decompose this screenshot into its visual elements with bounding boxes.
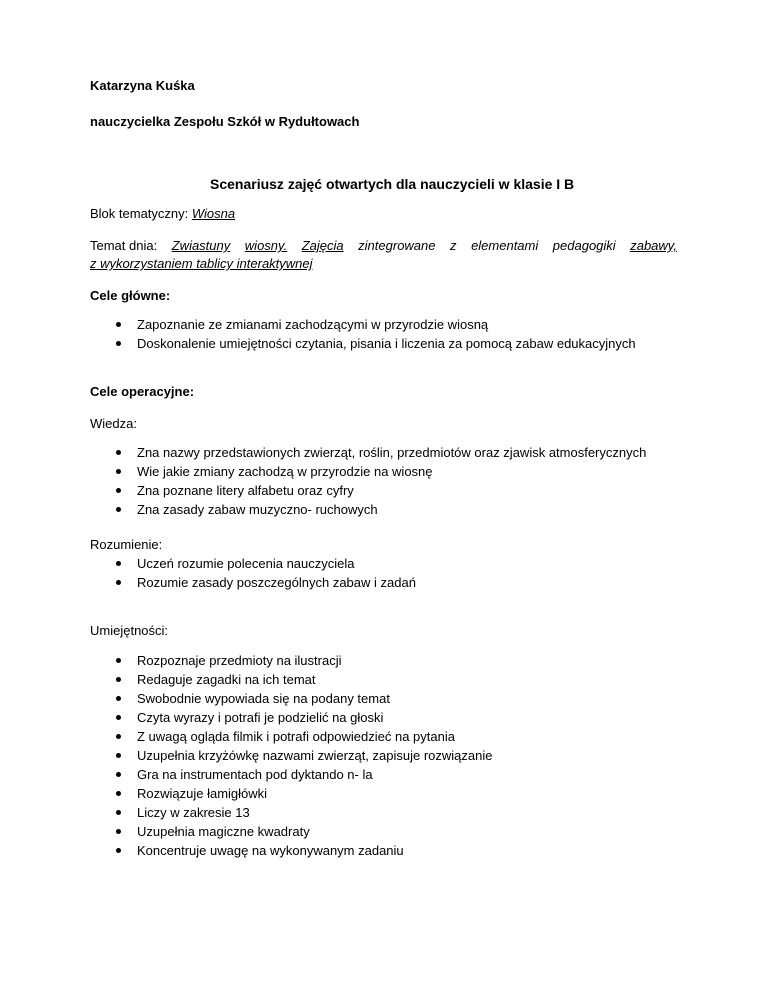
- topic-continuation: z wykorzystaniem tablicy interaktywnej: [90, 256, 313, 271]
- author-position: nauczycielka Zespołu Szkół w Rydułtowach: [90, 114, 360, 129]
- list-item: Redaguje zagadki na ich temat: [90, 670, 492, 689]
- block-line: [90, 206, 235, 222]
- list-item: Zapoznanie ze zmianami zachodzącymi w przyrodzie wiosną: [90, 315, 636, 334]
- bullet-icon: [116, 829, 121, 834]
- topic-word: wiosny.: [244, 238, 288, 253]
- main-goals-list: [90, 315, 636, 353]
- bullet-icon: [116, 488, 121, 493]
- topic-line-2: [90, 256, 313, 272]
- list-item: Uzupełnia magiczne kwadraty: [90, 822, 492, 841]
- bullet-icon: [116, 810, 121, 815]
- list-item: Rozumie zasady poszczególnych zabaw i zadań: [90, 573, 416, 592]
- topic-word: elementami: [471, 238, 539, 253]
- bullet-icon: [116, 753, 121, 758]
- bullet-icon: [116, 772, 121, 777]
- block-value: Wiosna: [191, 206, 236, 221]
- topic-line-1: [90, 238, 677, 254]
- bullet-icon: [116, 791, 121, 796]
- list-item: Koncentruje uwagę na wykonywanym zadaniu: [90, 841, 492, 860]
- document-title: Scenariusz zajęć otwartych dla nauczycieli w klasie I B: [210, 176, 575, 192]
- operational-goals-heading: Cele operacyjne:: [90, 384, 195, 399]
- list-item: Swobodnie wypowiada się na podany temat: [90, 689, 492, 708]
- skills-heading: Umiejętności:: [90, 623, 169, 638]
- understanding-list: [90, 554, 416, 592]
- list-item: Czyta wyrazy i potrafi je podzielić na głoski: [90, 708, 492, 727]
- author-name: Katarzyna Kuśka: [90, 78, 195, 93]
- list-item: Gra na instrumentach pod dyktando n- la: [90, 765, 492, 784]
- list-item: Doskonalenie umiejętności czytania, pisania i liczenia za pomocą zabaw edukacyjnych: [90, 334, 636, 353]
- list-item: Liczy w zakresie 13: [90, 803, 492, 822]
- bullet-icon: [116, 450, 121, 455]
- list-item: Uczeń rozumie polecenia nauczyciela: [90, 554, 416, 573]
- bullet-icon: [116, 715, 121, 720]
- bullet-icon: [116, 341, 121, 346]
- bullet-icon: [116, 561, 121, 566]
- list-item: Zna zasady zabaw muzyczno- ruchowych: [90, 500, 646, 519]
- bullet-icon: [116, 848, 121, 853]
- bullet-icon: [116, 507, 121, 512]
- list-item: Rozpoznaje przedmioty na ilustracji: [90, 651, 492, 670]
- bullet-icon: [116, 322, 121, 327]
- bullet-icon: [116, 677, 121, 682]
- list-item: Uzupełnia krzyżówkę nazwami zwierząt, zapisuje rozwiązanie: [90, 746, 492, 765]
- list-item: Rozwiązuje łamigłówki: [90, 784, 492, 803]
- block-label: Blok tematyczny:: [90, 206, 192, 221]
- bullet-icon: [116, 658, 121, 663]
- bullet-icon: [116, 469, 121, 474]
- skills-list: [90, 651, 492, 860]
- list-item: Wie jakie zmiany zachodzą w przyrodzie na wiosnę: [90, 462, 646, 481]
- topic-word: zabawy,: [630, 238, 677, 253]
- bullet-icon: [116, 696, 121, 701]
- bullet-icon: [116, 580, 121, 585]
- understanding-heading: Rozumienie:: [90, 537, 163, 552]
- list-item: Z uwagą ogląda filmik i potrafi odpowiedzieć na pytania: [90, 727, 492, 746]
- topic-word: Zajęcia: [301, 238, 344, 253]
- list-item: Zna poznane litery alfabetu oraz cyfry: [90, 481, 646, 500]
- main-goals-heading: Cele główne:: [90, 288, 171, 303]
- topic-word: Zwiastuny: [171, 238, 231, 253]
- topic-word: z: [450, 238, 457, 253]
- topic-word: pedagogiki: [552, 238, 616, 253]
- knowledge-heading: Wiedza:: [90, 416, 137, 431]
- list-item: Zna nazwy przedstawionych zwierząt, roślin, przedmiotów oraz zjawisk atmosferycznych: [90, 443, 646, 462]
- knowledge-list: [90, 443, 646, 519]
- topic-label: Temat dnia:: [90, 238, 158, 253]
- topic-word: zintegrowane: [358, 238, 436, 253]
- bullet-icon: [116, 734, 121, 739]
